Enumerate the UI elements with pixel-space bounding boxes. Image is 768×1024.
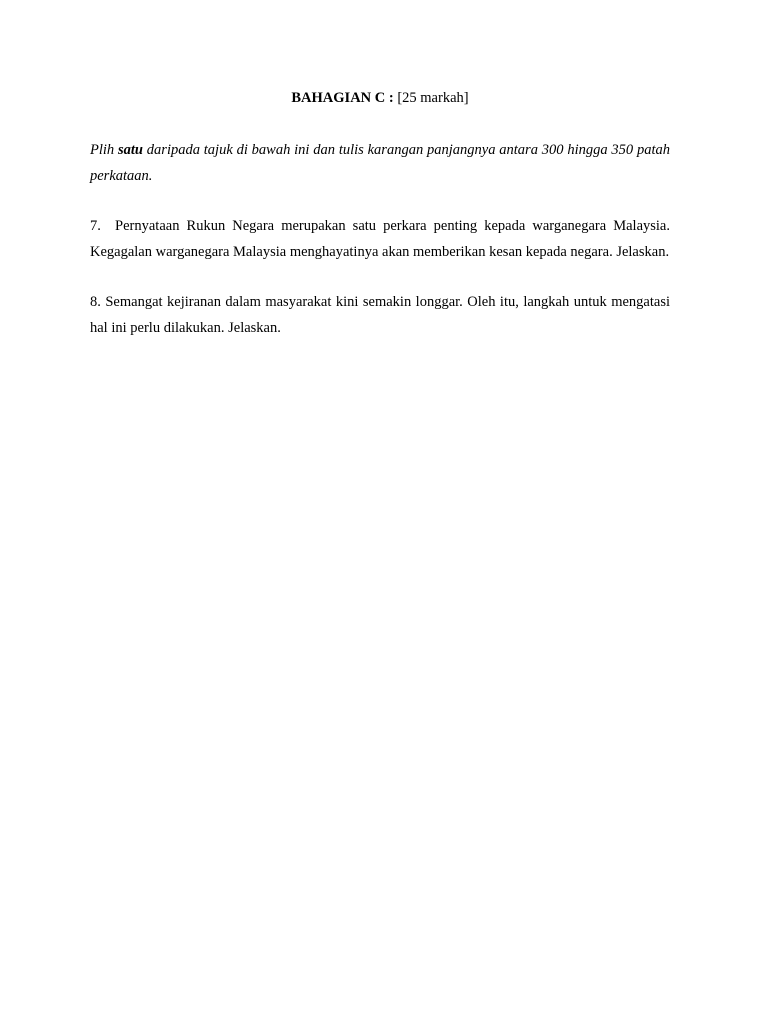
instruction-text: daripada tajuk di bawah ini dan tulis karangan panjangnya antara 300 hingga 350 patah perkataan.: [90, 142, 671, 184]
question-7: [90, 214, 670, 265]
instruction-emphasis: satu: [117, 142, 143, 158]
section-title: BAHAGIAN C :: [291, 90, 394, 106]
question-number: 7.: [90, 218, 101, 234]
section-marks: [25 markah]: [397, 90, 469, 106]
section-heading: [90, 88, 670, 108]
question-8: [90, 290, 670, 341]
question-text: Semangat kejiranan dalam masyarakat kini semakin longgar. Oleh itu, langkah untuk mengatasi hal ini perlu dilakukan. Jelaskan.: [90, 294, 671, 336]
instruction-paragraph: [90, 138, 670, 189]
instruction-prefix: Plih: [90, 142, 115, 158]
question-number: 8.: [90, 294, 101, 310]
question-text: Pernyataan Rukun Negara merupakan satu perkara penting kepada warganegara Malaysia. Kegagalan warganegara Malaysia menghayatinya akan memberikan kesan kepada negara. Jelaskan.: [90, 218, 670, 260]
document-page: [90, 88, 670, 366]
